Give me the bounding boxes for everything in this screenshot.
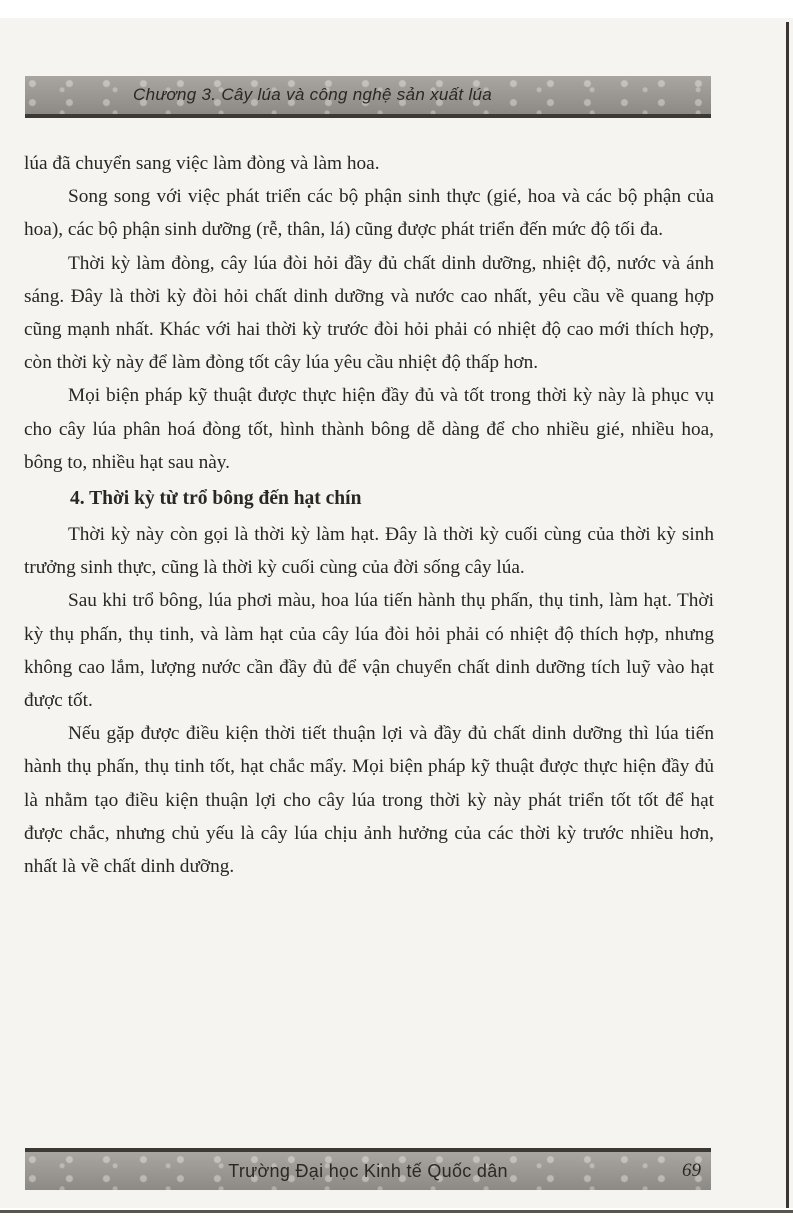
chapter-title: Chương 3. Cây lúa và công nghệ sản xuất lúa — [133, 85, 493, 104]
section-heading: 4. Thời kỳ từ trổ bông đến hạt chín — [70, 488, 362, 510]
paragraph-1: lúa đã chuyển sang việc làm đòng và làm hoa. — [24, 153, 380, 174]
paragraph-2: Song song với việc phát triển các bộ phận sinh thực (gié, hoa và các bộ phận của hoa), các bộ phận sinh dưỡng (rễ, thân, lá) cũng được phát triển đến mức độ tối đa. — [24, 186, 714, 241]
paragraph-3: Thời kỳ làm đòng, cây lúa đòi hỏi đầy đủ chất dinh dưỡng, nhiệt độ, nước và ánh sáng. Đây là thời kỳ đòi hỏi chất dinh dưỡng và nước cao nhất, yêu cầu về quang hợp cũng mạnh nhất. Khác với hai thời kỳ trước đòi hỏi phải có nhiệt độ cao mới thích hợp, còn thời kỳ này để làm đòng tốt cây lúa yêu cầu nhiệt độ thấp hơn. — [24, 252, 714, 374]
paragraph-5: Thời kỳ này còn gọi là thời kỳ làm hạt. Đây là thời kỳ cuối cùng của thời kỳ sinh trưởng sinh thực, cũng là thời kỳ cuối cùng của đời sống cây lúa. — [24, 524, 714, 579]
paragraph-6: Sau khi trổ bông, lúa phơi màu, hoa lúa tiến hành thụ phấn, thụ tinh, làm hạt. Thời kỳ thụ phấn, thụ tinh, và làm hạt của cây lúa đòi hỏi phải có nhiệt độ thích hợp, nhưng không cao lắm, lượng nước cần đầy đủ để vận chuyển chất dinh dưỡng tích luỹ vào hạt được tốt. — [24, 590, 714, 712]
paragraph-7: Nếu gặp được điều kiện thời tiết thuận lợi và đầy đủ chất dinh dưỡng thì lúa tiến hành thụ phấn, thụ tinh tốt, hạt chắc mẩy. Mọi biện pháp kỹ thuật được thực hiện đầy đủ là nhằm tạo điều kiện thuận lợi cho cây lúa trong thời kỳ này phát triển tốt tốt để hạt được chắc, nhưng chủ yếu là cây lúa chịu ảnh hưởng của các thời kỳ trước nhiều hơn, nhất là về chất dinh dưỡng. — [24, 723, 714, 878]
paragraph-4: Mọi biện pháp kỹ thuật được thực hiện đầy đủ và tốt trong thời kỳ này là phục vụ cho cây lúa phân hoá đòng tốt, hình thành bông dễ dàng để cho nhiều gié, nhiều hoa, bông to, nhiều hạt sau này. — [24, 385, 714, 473]
page-number: 69 — [682, 1160, 701, 1181]
page-edge — [786, 22, 789, 1208]
running-header — [25, 76, 711, 118]
running-footer — [25, 1148, 711, 1190]
bottom-divider — [0, 1210, 793, 1213]
page-body — [24, 147, 714, 883]
footer-institution: Trường Đại học Kinh tế Quốc dân — [228, 1160, 508, 1181]
